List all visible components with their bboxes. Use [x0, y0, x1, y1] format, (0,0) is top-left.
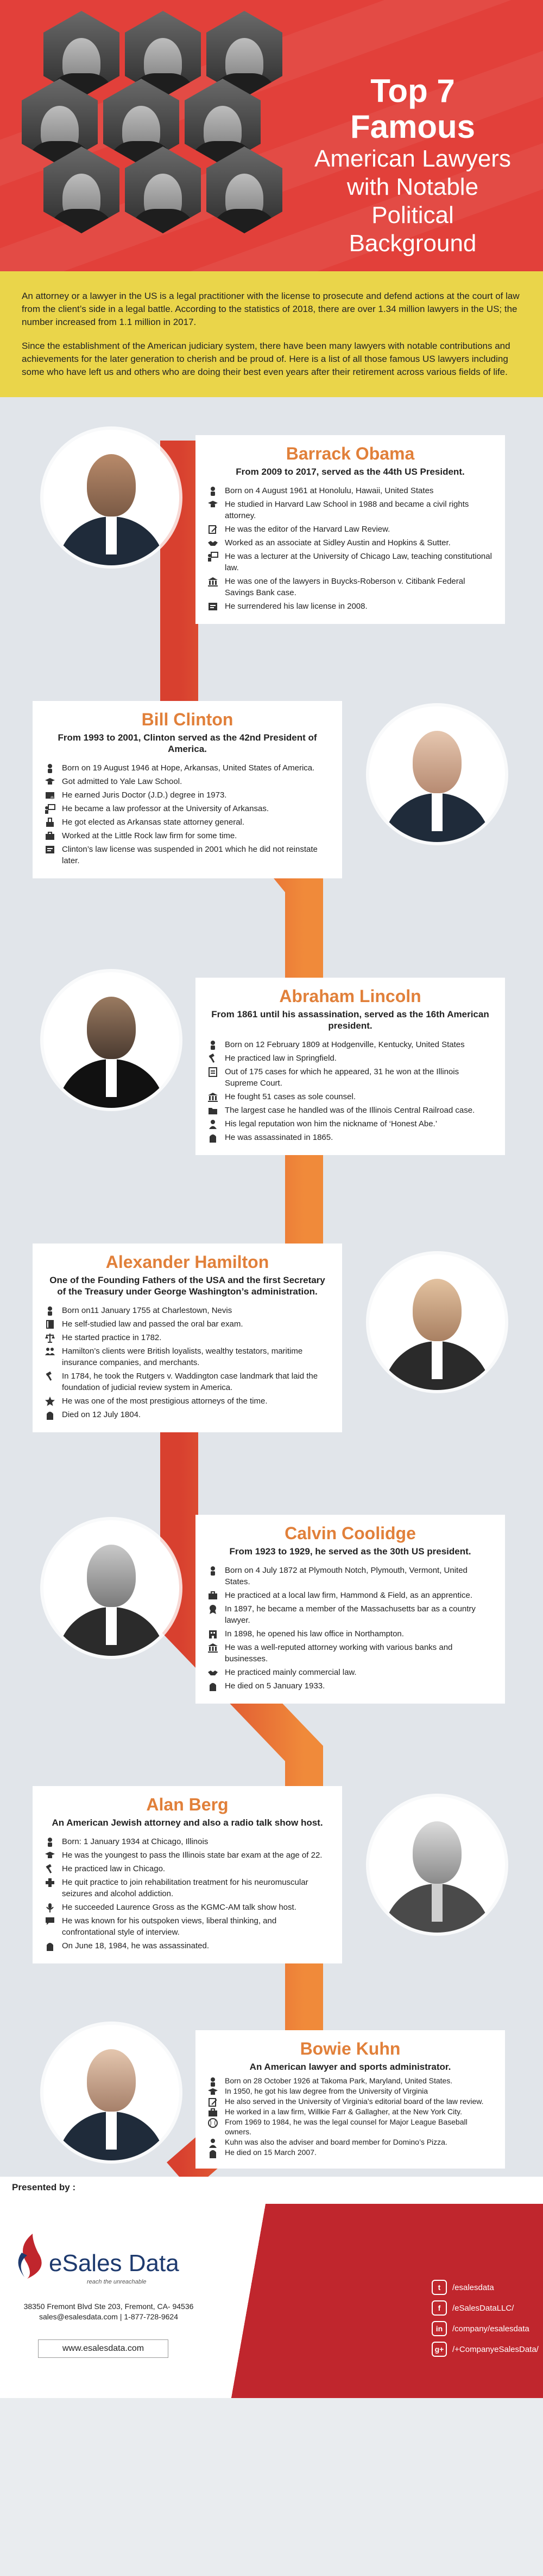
- gavel-icon: [45, 1371, 55, 1382]
- fact-item: [207, 576, 493, 598]
- fact-item: [207, 2147, 493, 2157]
- lawyer-card-coolidge: [195, 1515, 505, 1704]
- gavel-icon: [207, 1053, 218, 1064]
- fact-text: Born: 1 January 1934 at Chicago, Illinois: [62, 1837, 209, 1846]
- portrait-berg: [369, 1797, 505, 1933]
- portrait-hamilton: [369, 1254, 505, 1390]
- fact-text: He was a well-reputed attorney working with various banks and businesses.: [225, 1643, 453, 1663]
- fact-item: [207, 1680, 493, 1692]
- portrait-clinton: [369, 706, 505, 842]
- graduation-cap-icon: [207, 2087, 218, 2097]
- folder-icon: [207, 1105, 218, 1116]
- fact-item: [207, 1053, 493, 1064]
- teacher-icon: [207, 551, 218, 562]
- briefcase-icon: [45, 831, 55, 841]
- intro-paragraph: Since the establishment of the American judiciary system, there have been many lawyers with notable contributions and achievements for the later generation to cherish and be proud of. Here is a list of all those famous US lawyers including some who have left us and others who are doing their best even years after their retirement across various fields of life.: [22, 341, 510, 377]
- graduation-cap-icon: [45, 1850, 55, 1861]
- facebook-icon: f: [432, 2300, 447, 2316]
- handshake-icon: [207, 538, 218, 549]
- fact-item: [207, 1628, 493, 1640]
- fact-item: [45, 789, 330, 801]
- lawyer-card-hamilton: [33, 1244, 342, 1432]
- fact-item: [207, 1603, 493, 1626]
- fact-text: He was known for his outspoken views, liberal thinking, and confrontational style of interview.: [62, 1916, 277, 1937]
- fact-text: He quit practice to join rehabilitation treatment for his neuromuscular seizures and alcohol addiction.: [62, 1878, 308, 1898]
- fact-item: [207, 1590, 493, 1601]
- tombstone-icon: [45, 1941, 55, 1952]
- briefcase-icon: [207, 2107, 218, 2118]
- social-label: /company/esalesdata: [452, 2324, 529, 2333]
- fact-text: He self-studied law and passed the oral bar exam.: [62, 1319, 243, 1329]
- portrait-kuhn: [43, 2025, 179, 2160]
- fact-item: [207, 1118, 493, 1130]
- baby-icon: [207, 486, 218, 496]
- fact-item: [207, 2086, 493, 2096]
- title-line: American Lawyers: [314, 145, 511, 172]
- lawyer-card-clinton: [33, 701, 342, 878]
- lawyer-card-kuhn: [195, 2030, 505, 2169]
- diploma-icon: [45, 790, 55, 801]
- fact-text: He was the youngest to pass the Illinois state bar exam at the age of 22.: [62, 1851, 323, 1860]
- courthouse-icon: [207, 1092, 218, 1102]
- title-line: Top 7 Famous: [350, 73, 476, 145]
- fact-item: [45, 1346, 330, 1368]
- fact-item: [207, 2117, 493, 2137]
- fact-item: [207, 1091, 493, 1102]
- social-label: /esalesdata: [452, 2282, 494, 2292]
- fact-item: [207, 1105, 493, 1116]
- fact-text: Born on 19 August 1946 at Hope, Arkansas, United States of America.: [62, 763, 315, 773]
- brand-name: eSales Data: [49, 2250, 179, 2277]
- esales-logo[interactable]: [11, 2231, 185, 2285]
- fact-text: Born on 4 August 1961 at Honolulu, Hawaii, United States: [225, 486, 434, 495]
- fact-item: [207, 1066, 493, 1089]
- fact-text: Out of 175 cases for which he appeared, 31 he won at the Illinois Supreme Court.: [225, 1067, 459, 1088]
- fact-item: [45, 1305, 330, 1316]
- fact-text: He was one of the most prestigious attorneys of the time.: [62, 1397, 268, 1406]
- fact-text: His legal reputation won him the nickname of ‘Honest Abe.’: [225, 1119, 438, 1128]
- fact-text: He got elected as Arkansas state attorney general.: [62, 818, 245, 827]
- fact-text: He studied in Harvard Law School in 1988 and became a civil rights attorney.: [225, 500, 469, 520]
- fact-text: He was assassinated in 1865.: [225, 1133, 333, 1142]
- tombstone-icon: [207, 1132, 218, 1143]
- portrait-hexagon-collage: [22, 11, 293, 260]
- fact-item: [45, 1370, 330, 1393]
- intro-section: [0, 271, 543, 397]
- fact-text: He was one of the lawyers in Buycks-Roberson v. Citibank Federal Savings Bank case.: [225, 577, 465, 597]
- fact-item: [45, 1902, 330, 1913]
- clients-icon: [45, 1346, 55, 1357]
- fact-item: [207, 1565, 493, 1587]
- graduation-cap-icon: [207, 499, 218, 510]
- fact-item: [45, 817, 330, 828]
- fact-text: He was a lecturer at the University of Chicago Law, teaching constitutional law.: [225, 552, 492, 572]
- lawyer-card-obama: [195, 435, 505, 624]
- fact-item: [207, 524, 493, 535]
- social-label: /+CompanyeSalesData/: [452, 2344, 539, 2354]
- fact-text: He surrendered his law license in 2008.: [225, 602, 368, 611]
- portrait-obama: [43, 430, 179, 565]
- baby-icon: [207, 2076, 218, 2087]
- briefcase-icon: [207, 1590, 218, 1601]
- baby-icon: [45, 1305, 55, 1316]
- intro-paragraph: An attorney or a lawyer in the US is a legal practitioner with the license to prosecute and defend actions at the court of law from the client’s side in a legal battle. According to the statistics of 2018, there are over 1.34 million lawyers in the US; the number increased from 1.1 million in 2017.: [22, 291, 520, 327]
- medical-icon: [45, 1877, 55, 1888]
- advisor-icon: [207, 2138, 218, 2148]
- fact-item: [207, 1132, 493, 1143]
- social-facebook[interactable]: [432, 2300, 539, 2316]
- fact-item: [45, 1332, 330, 1343]
- fact-text: He became a law professor at the University of Arkansas.: [62, 804, 269, 813]
- fact-text: He died on 15 March 2007.: [225, 2148, 317, 2157]
- fact-text: He worked in a law firm, Willkie Farr & Gallagher, at the New York City.: [225, 2107, 463, 2116]
- title-line: Background: [349, 230, 477, 257]
- tombstone-icon: [45, 1410, 55, 1420]
- lawyer-name: Bowie Kuhn: [300, 2039, 401, 2058]
- lawyer-name: Calvin Coolidge: [285, 1523, 416, 1543]
- fact-item: [207, 485, 493, 496]
- fact-text: Hamilton’s clients were British loyalists, wealthy testators, maritime insurance companies, and merchants.: [62, 1347, 303, 1367]
- badge-icon: [207, 1604, 218, 1615]
- fact-item: [45, 1877, 330, 1899]
- lawyer-subtitle: From 2009 to 2017, served as the 44th US President.: [236, 467, 465, 477]
- ballot-icon: [45, 817, 55, 828]
- fact-text: He also served in the University of Virginia’s editorial board of the law review.: [225, 2097, 484, 2106]
- fact-item: [207, 499, 493, 521]
- fact-item: [207, 1667, 493, 1678]
- fact-text: He earned Juris Doctor (J.D.) degree in 1973.: [62, 790, 227, 800]
- fact-text: In 1950, he got his law degree from the University of Virginia: [225, 2087, 428, 2095]
- office-icon: [207, 1629, 218, 1640]
- fact-text: In 1898, he opened his law office in Northampton.: [225, 1629, 404, 1638]
- fact-item: [207, 2096, 493, 2106]
- speech-icon: [45, 1916, 55, 1927]
- lawyer-subtitle: From 1923 to 1929, he served as the 30th US president.: [229, 1546, 471, 1557]
- edit-icon: [207, 524, 218, 535]
- header-banner: [0, 0, 543, 271]
- edit-icon: [207, 2097, 218, 2108]
- fact-text: He succeeded Laurence Gross as the KGMC-AM talk show host.: [62, 1903, 296, 1912]
- bank-icon: [207, 1642, 218, 1653]
- fact-text: Born on11 January 1755 at Charlestown, Nevis: [62, 1306, 232, 1315]
- baby-icon: [207, 1565, 218, 1576]
- lawyer-name: Abraham Lincoln: [279, 986, 421, 1006]
- fact-item: [45, 1318, 330, 1330]
- fact-text: He practiced law in Springfield.: [225, 1054, 337, 1063]
- lawyer-subtitle: From 1993 to 2001, Clinton served as the 42nd President of America.: [58, 732, 317, 754]
- fact-text: Born on 12 February 1809 at Hodgenville, Kentucky, United States: [225, 1040, 465, 1049]
- license-icon: [45, 844, 55, 855]
- page-title: [304, 73, 521, 258]
- social-linkedin[interactable]: [432, 2321, 539, 2336]
- fact-text: On June 18, 1984, he was assassinated.: [62, 1941, 210, 1950]
- fact-item: [207, 2137, 493, 2147]
- graduation-cap-icon: [45, 776, 55, 787]
- bank-icon: [207, 576, 218, 587]
- fact-item: [207, 537, 493, 549]
- social-twitter[interactable]: [432, 2280, 539, 2295]
- lawyer-name: Alan Berg: [146, 1795, 229, 1814]
- fact-item: [45, 1940, 330, 1952]
- fact-item: [45, 844, 330, 866]
- lawyer-subtitle: One of the Founding Fathers of the USA and the first Secretary of the Treasury under George Washington’s administration.: [49, 1275, 325, 1297]
- twitter-icon: t: [432, 2280, 447, 2295]
- fact-text: He practiced mainly commercial law.: [225, 1668, 357, 1677]
- document-icon: [207, 1067, 218, 1077]
- lawyer-name: Alexander Hamilton: [105, 1252, 269, 1272]
- fact-text: Got admitted to Yale Law School.: [62, 777, 182, 786]
- logo-mark-icon: [11, 2231, 54, 2280]
- lawyer-subtitle: An American Jewish attorney and also a radio talk show host.: [52, 1818, 323, 1828]
- fact-item: [45, 1395, 330, 1407]
- fact-text: Died on 12 July 1804.: [62, 1410, 141, 1419]
- tombstone-icon: [207, 1681, 218, 1692]
- fact-text: Born on 28 October 1926 at Takoma Park, Maryland, United States.: [225, 2076, 453, 2085]
- fact-text: The largest case he handled was of the Illinois Central Railroad case.: [225, 1106, 475, 1115]
- social-links: [432, 2280, 539, 2362]
- fact-item: [45, 830, 330, 841]
- fact-item: [207, 601, 493, 612]
- fact-item: [207, 2076, 493, 2086]
- fact-item: [45, 803, 330, 814]
- google-plus-icon: g+: [432, 2342, 447, 2357]
- social-label: /eSalesDataLLC/: [452, 2303, 514, 2313]
- tombstone-icon: [207, 2148, 218, 2159]
- baby-icon: [207, 1040, 218, 1050]
- fact-item: [45, 776, 330, 787]
- address-line: 38350 Fremont Blvd Ste 203, Fremont, CA- 94536: [23, 2302, 194, 2311]
- fact-text: Born on 4 July 1872 at Plymouth Notch, Plymouth, Vermont, United States.: [225, 1566, 468, 1586]
- license-icon: [207, 601, 218, 612]
- person-icon: [207, 1119, 218, 1130]
- lawyer-name: Bill Clinton: [141, 710, 233, 729]
- fact-text: From 1969 to 1984, he was the legal counsel for Major League Baseball owners.: [225, 2118, 468, 2136]
- fact-text: He started practice in 1782.: [62, 1333, 162, 1342]
- fact-item: [45, 1915, 330, 1938]
- scales-icon: [45, 1332, 55, 1343]
- fact-item: [45, 762, 330, 774]
- fact-item: [45, 1409, 330, 1420]
- fact-item: [207, 2107, 493, 2116]
- lawyers-timeline: [0, 397, 543, 2177]
- fact-item: [207, 1642, 493, 1665]
- teacher-icon: [45, 804, 55, 814]
- fact-text: Worked at the Little Rock law firm for some time.: [62, 831, 237, 840]
- fact-item: [207, 1039, 493, 1050]
- fact-text: Worked as an associate at Sidley Austin and Hopkins & Sutter.: [225, 538, 451, 547]
- fact-text: Clinton’s law license was suspended in 2001 which he did not reinstate later.: [62, 845, 318, 865]
- lawyer-card-berg: [33, 1786, 342, 1963]
- fact-text: He fought 51 cases as sole counsel.: [225, 1092, 356, 1101]
- fact-item: [45, 1836, 330, 1847]
- star-icon: [45, 1396, 55, 1407]
- presented-by-label: Presented by :: [12, 2182, 76, 2192]
- fact-text: In 1784, he took the Rutgers v. Waddington case landmark that laid the foundation of judicial review system in America.: [62, 1372, 318, 1392]
- baby-icon: [45, 1837, 55, 1847]
- fact-text: He died on 5 January 1933.: [225, 1681, 325, 1691]
- microphone-icon: [45, 1902, 55, 1913]
- lawyer-subtitle: An American lawyer and sports administrator.: [249, 2062, 451, 2072]
- fact-text: He practiced law in Chicago.: [62, 1864, 166, 1873]
- brand-tagline: reach the unreachable: [87, 2279, 147, 2285]
- contact-address: [11, 2301, 206, 2322]
- portrait-lincoln: [43, 972, 179, 1108]
- baby-icon: [45, 763, 55, 774]
- lawyer-name: Barrack Obama: [286, 444, 415, 463]
- title-line: with Notable Political: [346, 174, 479, 228]
- gavel-icon: [45, 1864, 55, 1874]
- fact-text: He practiced at a local law firm, Hammond & Field, as an apprentice.: [225, 1591, 473, 1600]
- website-link[interactable]: www.esalesdata.com: [38, 2339, 168, 2358]
- fact-item: [45, 1850, 330, 1861]
- fact-item: [207, 551, 493, 573]
- fact-text: Kuhn was also the adviser and board member for Domino’s Pizza.: [225, 2138, 447, 2146]
- linkedin-icon: in: [432, 2321, 447, 2336]
- fact-text: In 1897, he became a member of the Massachusetts bar as a country lawyer.: [225, 1604, 476, 1625]
- footer: [0, 2177, 543, 2398]
- book-icon: [45, 1319, 55, 1330]
- lawyer-subtitle: From 1861 until his assassination, served as the 16th American president.: [211, 1009, 489, 1031]
- lawyer-card-lincoln: [195, 978, 505, 1155]
- handshake-icon: [207, 1667, 218, 1678]
- contact-line: sales@esalesdata.com | 1-877-728-9624: [39, 2312, 178, 2321]
- portrait-coolidge: [43, 1520, 179, 1656]
- baseball-icon: [207, 2118, 218, 2128]
- fact-text: He was the editor of the Harvard Law Review.: [225, 525, 390, 534]
- fact-item: [45, 1863, 330, 1874]
- social-google-plus[interactable]: [432, 2342, 539, 2357]
